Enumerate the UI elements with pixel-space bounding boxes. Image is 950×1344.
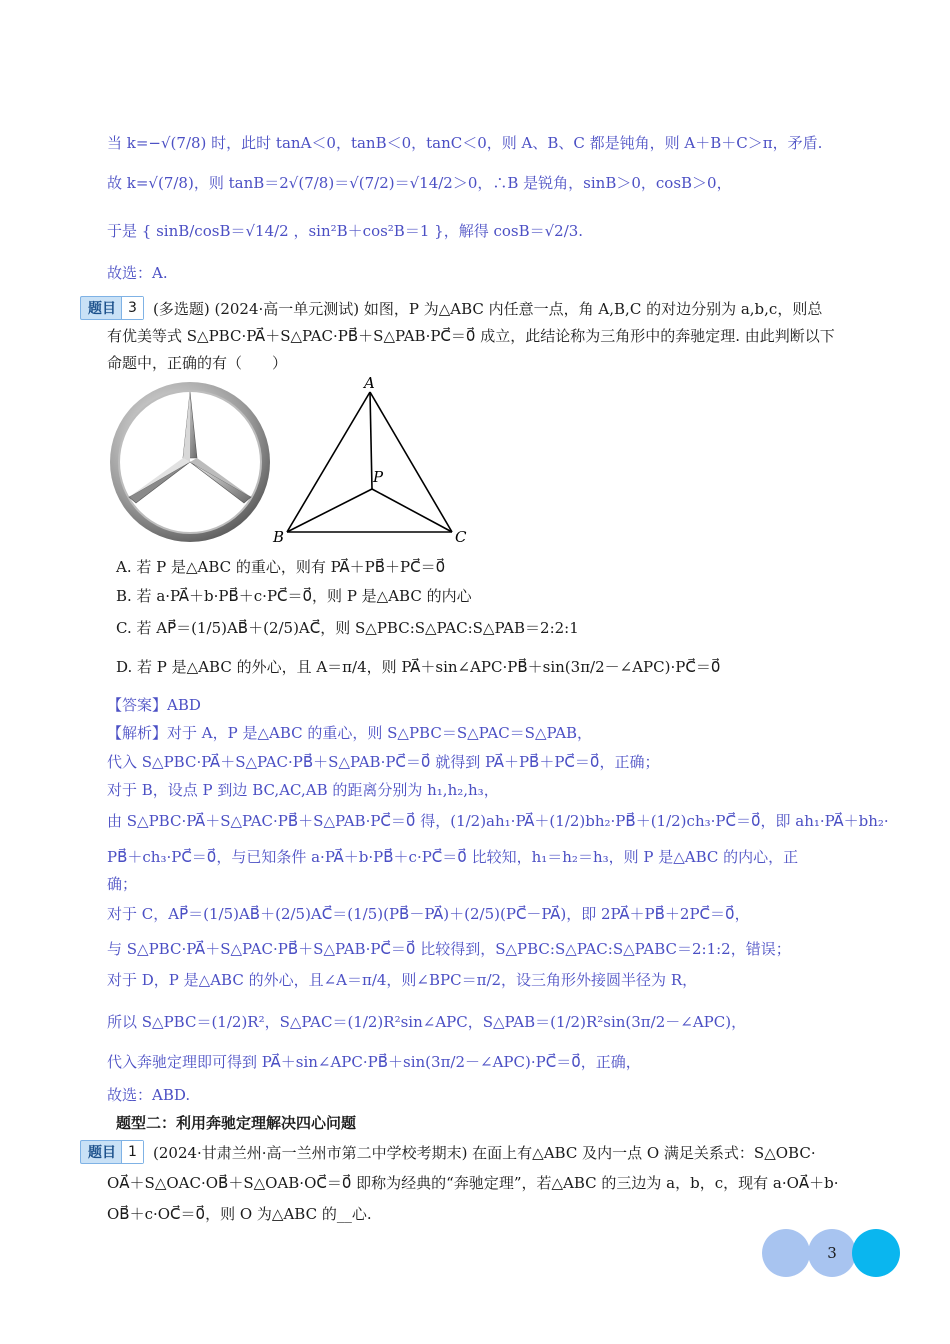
solution-line: 对于 D，P 是△ABC 的外心，且∠A＝π/4，则∠BPC＝π/2，设三角形外接圆半径为 R， <box>107 971 698 989</box>
option-c: C. 若 AP⃗＝(1/5)AB⃗＋(2/5)AC⃗，则 S△PBC:S△PAC:S△PAB＝2:2:1 <box>116 619 579 637</box>
question-tag <box>80 296 144 320</box>
triangle-diagram <box>272 374 467 544</box>
question-text: OA⃗＋S△OAC·OB⃗＋S△OAB·OC⃗＝0⃗ 即称为经典的“奔驰定理”，若△ABC 的三边为 a，b，c，现有 a·OA⃗＋b· <box>107 1174 839 1192</box>
solution-line: PB⃗＋ch₃·PC⃗＝0⃗，与已知条件 a·PA⃗＋b·PB⃗＋c·PC⃗＝0⃗ 比较知，h₁＝h₂＝h₃，则 P 是△ABC 的内心，正 <box>107 848 799 866</box>
point-label-p: P <box>373 468 384 486</box>
solution-line: 与 S△PBC·PA⃗＋S△PAC·PB⃗＋S△PAB·PC⃗＝0⃗ 比较得到，S△PBC:S△PAC:S△PABC＝2:1:2，错误； <box>107 940 791 958</box>
page-number-badge <box>760 1228 900 1278</box>
vertex-label-a: A <box>364 374 375 392</box>
question-tag <box>80 1140 144 1164</box>
question-tag-number: 1 <box>121 1141 143 1163</box>
question-text: 有优美等式 S△PBC·PA⃗＋S△PAC·PB⃗＋S△PAB·PC⃗＝0⃗ 成立，此结论称为三角形中的奔驰定理. 由此判断以下 <box>107 327 835 345</box>
answer-line: 【答案】ABD <box>107 696 201 714</box>
question-text: (多选题) (2024·高一单元测试) 如图，P 为△ABC 内任意一点，角 A,B,C 的对边分别为 a,b,c，则总 <box>153 300 823 318</box>
solution-line: 故 k=√(7/8)，则 tanB＝2√(7/8)＝√(7/2)＝√14/2＞0，∴B 是锐角，sinB＞0，cosB＞0， <box>107 174 732 192</box>
question-tag-number: 3 <box>121 297 143 319</box>
solution-line: 对于 C，AP⃗＝(1/5)AB⃗＋(2/5)AC⃗＝(1/5)(PB⃗－PA⃗)＋(2/5)(PC⃗－PA⃗)，即 2PA⃗＋PB⃗＋2PC⃗＝0⃗， <box>107 905 750 923</box>
solution-line: 故选：A. <box>107 264 168 282</box>
question-tag-label: 题目 <box>88 1145 116 1161</box>
question-text: (2024·甘肃兰州·高一兰州市第二中学校考期末) 在面上有△ABC 及内一点 O 满足关系式：S△OBC· <box>153 1144 816 1162</box>
page-number: 3 <box>808 1229 856 1277</box>
option-b: B. 若 a·PA⃗＋b·PB⃗＋c·PC⃗＝0⃗，则 P 是△ABC 的内心 <box>116 587 472 605</box>
solution-line: 代入 S△PBC·PA⃗＋S△PAC·PB⃗＋S△PAB·PC⃗＝0⃗ 就得到 PA⃗＋PB⃗＋PC⃗＝0⃗，正确； <box>107 753 660 771</box>
option-d: D. 若 P 是△ABC 的外心，且 A＝π/4，则 PA⃗＋sin∠APC·PB⃗＋sin(3π/2－∠APC)·PC⃗＝0⃗ <box>116 658 721 676</box>
solution-line: 对于 B，设点 P 到边 BC,AC,AB 的距离分别为 h₁,h₂,h₃， <box>107 781 499 799</box>
section-heading: 题型二：利用奔驰定理解决四心问题 <box>116 1114 357 1132</box>
decor-circle <box>762 1229 810 1277</box>
vertex-label-c: C <box>455 528 467 544</box>
question-figure <box>105 372 485 544</box>
star-logo-icon <box>110 382 270 542</box>
solution-line: 于是 { sinB/cosB＝√14/2 ，sin²B＋cos²B＝1 }，解得 cosB＝√2/3. <box>107 222 584 240</box>
vertex-label-b: B <box>273 528 285 544</box>
solution-line: 代入奔驰定理即可得到 PA⃗＋sin∠APC·PB⃗＋sin(3π/2－∠APC)·PC⃗＝0⃗，正确， <box>107 1053 641 1071</box>
solution-line: 确； <box>107 875 138 893</box>
solution-line: 当 k=−√(7/8) 时，此时 tanA＜0，tanB＜0，tanC＜0，则 A、B、C 都是钝角，则 A＋B＋C＞π，矛盾. <box>107 134 823 152</box>
solution-line: 【解析】对于 A，P 是△ABC 的重心，则 S△PBC＝S△PAC＝S△PAB， <box>107 724 593 742</box>
solution-line: 故选：ABD. <box>107 1086 191 1104</box>
solution-line: 所以 S△PBC＝(1/2)R²，S△PAC＝(1/2)R²sin∠APC，S△PAB＝(1/2)R²sin(3π/2－∠APC)， <box>107 1013 747 1031</box>
question-text: OB⃗＋c·OC⃗＝0⃗，则 O 为△ABC 的__心. <box>107 1205 372 1223</box>
decor-circle <box>852 1229 900 1277</box>
option-a: A. 若 P 是△ABC 的重心，则有 PA⃗＋PB⃗＋PC⃗＝0⃗ <box>116 558 446 576</box>
solution-line: 由 S△PBC·PA⃗＋S△PAC·PB⃗＋S△PAB·PC⃗＝0⃗ 得，(1/2)ah₁·PA⃗＋(1/2)bh₂·PB⃗＋(1/2)ch₃·PC⃗＝0⃗，即 ah₁·PA⃗＋bh₂· <box>107 812 889 830</box>
question-text: 命题中，正确的有（ ） <box>107 354 288 372</box>
question-tag-label: 题目 <box>88 301 116 317</box>
